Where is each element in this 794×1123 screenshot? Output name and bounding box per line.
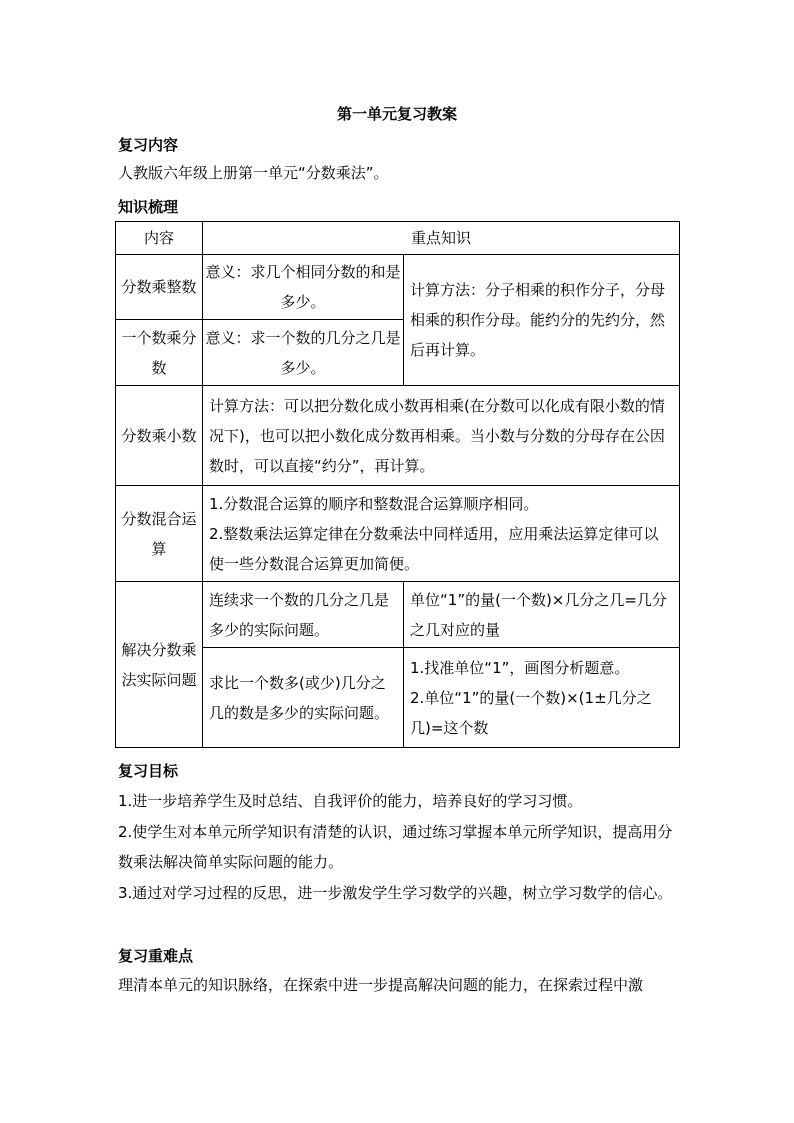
knowledge-heading: 知识梳理: [118, 198, 179, 216]
document-title: 第一单元复习教案: [336, 105, 457, 123]
row1-label: 分数乘整数: [116, 255, 203, 320]
table-header-row: [116, 222, 680, 255]
goal-item-2: 2.使学生对本单元所学知识有清楚的认识，通过练习掌握本单元所学知识，提高用分数乘法解决简单实际问题的能力。: [118, 823, 673, 871]
row3-label: 分数乘小数: [116, 386, 203, 486]
row5-sub2-item2: 2.单位“1”的量(一个数)×(1±几分之几)=这个数: [410, 688, 652, 737]
row4-item2: 2.整数乘法运算定律在分数乘法中同样适用，应用乘法运算定律可以使一些分数混合运算更加简便。: [209, 524, 659, 573]
row5-sub1-type: 连续求一个数的几分之几是多少的实际问题。: [203, 582, 404, 648]
row2-label: 一个数乘分数: [116, 320, 203, 386]
header-content-cell: 内容: [116, 222, 203, 255]
knowledge-table: [115, 221, 680, 748]
table-row: [116, 255, 680, 320]
table-row: [116, 582, 680, 648]
row5-sub2-type: 求比一个数多(或少)几分之几的数是多少的实际问题。: [203, 648, 404, 748]
row5-sub1-method: 单位“1”的量(一个数)×几分之几=几分之几对应的量: [404, 582, 680, 648]
review-content-text: 人教版六年级上册第一单元“分数乘法”。: [118, 164, 389, 182]
goal-item-3: 3.通过对学习过程的反思，进一步激发学生学习数学的兴趣，树立学习数学的信心。: [118, 884, 673, 902]
row1-meaning: 意义：求几个相同分数的和是多少。: [203, 255, 404, 320]
key-points-text: 理清本单元的知识脉络，在探索中进一步提高解决问题的能力，在探索过程中激: [118, 976, 644, 994]
table-row: [116, 486, 680, 582]
row4-item1: 1.分数混合运算的顺序和整数混合运算顺序相同。: [209, 494, 539, 513]
review-content-heading: 复习内容: [118, 136, 179, 154]
row2-meaning: 意义：求一个数的几分之几是多少。: [203, 320, 404, 386]
row4-label: 分数混合运算: [116, 486, 203, 582]
row5-sub2-item1: 1.找准单位“1”，画图分析题意。: [410, 658, 630, 677]
shared-calc-method: 计算方法：分子相乘的积作分子，分母相乘的积作分母。能约分的先约分，然后再计算。: [404, 255, 680, 386]
header-keypoints-cell: 重点知识: [203, 222, 680, 255]
row4-content: [203, 486, 680, 582]
goals-heading: 复习目标: [118, 762, 179, 780]
table-row: [116, 386, 680, 486]
key-points-heading: 复习重难点: [118, 947, 194, 965]
goal-item-1: 1.进一步培养学生及时总结、自我评价的能力，培养良好的学习习惯。: [118, 792, 583, 810]
row5-sub2-method: [404, 648, 680, 748]
row5-label: 解决分数乘法实际问题: [116, 582, 203, 748]
row3-text: 计算方法：可以把分数化成小数再相乘(在分数可以化成有限小数的情况下)，也可以把小数化成分数再相乘。当小数与分数的分母存在公因数时，可以直接“约分”，再计算。: [203, 386, 680, 486]
